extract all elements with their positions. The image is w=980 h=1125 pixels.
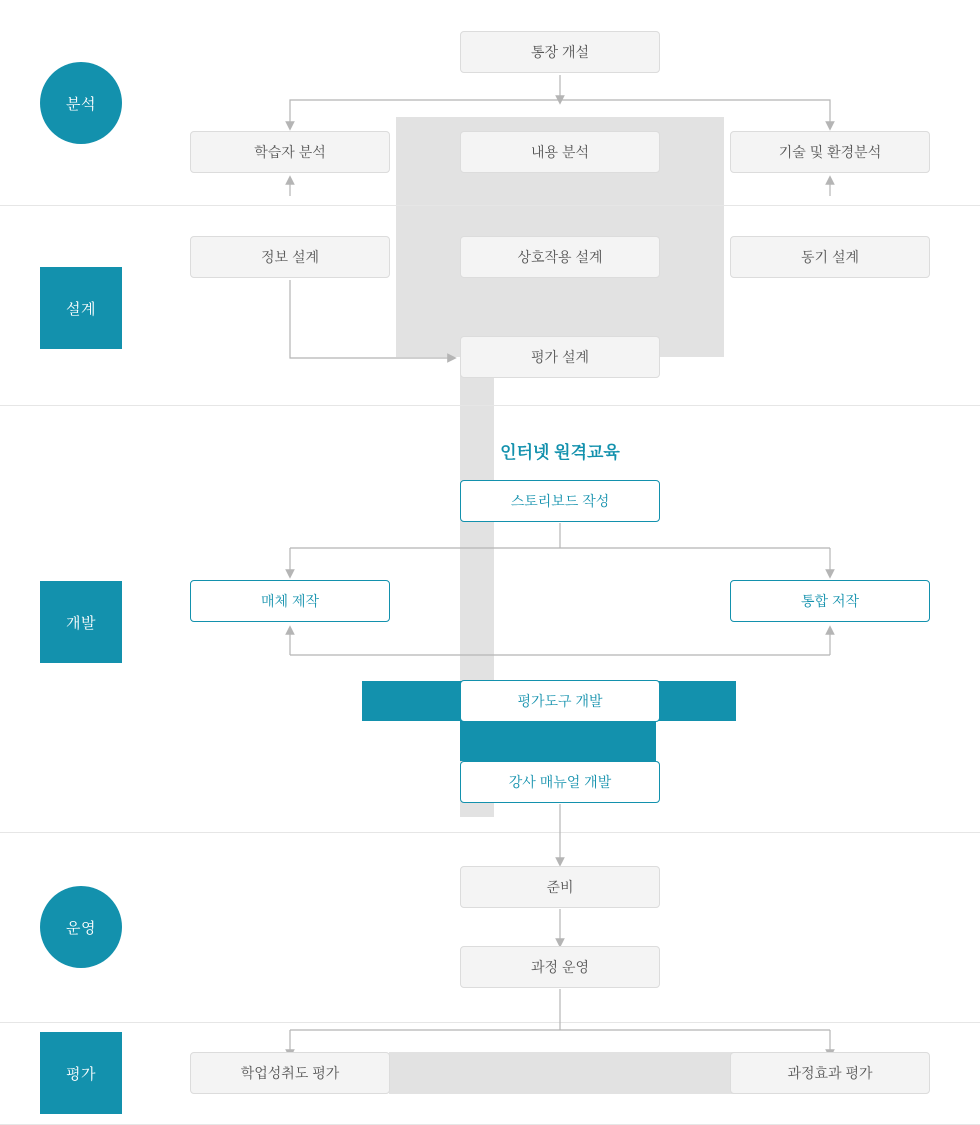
node-media-production[interactable] bbox=[190, 580, 390, 622]
node-preparation[interactable] bbox=[460, 866, 660, 908]
node-course-operation[interactable] bbox=[460, 946, 660, 988]
node-instructor-manual-dev[interactable] bbox=[460, 761, 660, 803]
node-content-analysis[interactable] bbox=[460, 131, 660, 173]
node-storyboard[interactable] bbox=[460, 480, 660, 522]
stage-marker-analysis bbox=[40, 62, 122, 144]
node-motivation-design[interactable] bbox=[730, 236, 930, 278]
node-learner-analysis[interactable] bbox=[190, 131, 390, 173]
band-bottom-bar bbox=[389, 1052, 734, 1094]
node-label: 정보 설계 bbox=[261, 249, 319, 265]
node-course-effect-eval[interactable] bbox=[730, 1052, 930, 1094]
node-label: 기술 및 환경분석 bbox=[778, 144, 882, 160]
node-open-account[interactable] bbox=[460, 31, 660, 73]
node-label: 학습자 분석 bbox=[254, 144, 326, 160]
row-divider-2 bbox=[0, 405, 980, 406]
section-title-label: 인터넷 원격교육 bbox=[500, 442, 620, 462]
node-label: 상호작용 설계 bbox=[517, 249, 603, 265]
node-interaction-design[interactable] bbox=[460, 236, 660, 278]
stage-marker-design bbox=[40, 267, 122, 349]
node-label: 통합 저작 bbox=[801, 593, 859, 609]
node-tech-env-analysis[interactable] bbox=[730, 131, 930, 173]
row-divider-4 bbox=[0, 1022, 980, 1023]
node-integrated-authoring[interactable] bbox=[730, 580, 930, 622]
node-label: 평가 설계 bbox=[531, 349, 589, 365]
node-label: 과정효과 평가 bbox=[787, 1065, 873, 1081]
node-label: 내용 분석 bbox=[531, 144, 589, 160]
node-label: 강사 매뉴얼 개발 bbox=[508, 774, 612, 790]
node-label: 스토리보드 작성 bbox=[510, 493, 610, 509]
node-label: 학업성취도 평가 bbox=[240, 1065, 340, 1081]
stage-label: 평가 bbox=[66, 1065, 96, 1083]
node-info-design[interactable] bbox=[190, 236, 390, 278]
node-label: 통장 개설 bbox=[531, 44, 589, 60]
stage-marker-evaluation bbox=[40, 1032, 122, 1114]
stage-label: 분석 bbox=[66, 95, 96, 113]
node-eval-tool-dev[interactable] bbox=[460, 680, 660, 722]
stage-label: 운영 bbox=[66, 919, 96, 937]
row-divider-1 bbox=[0, 205, 980, 206]
node-achievement-eval[interactable] bbox=[190, 1052, 390, 1094]
section-title-internet-distance-education bbox=[460, 437, 660, 463]
stage-label: 설계 bbox=[66, 300, 96, 318]
node-evaluation-design[interactable] bbox=[460, 336, 660, 378]
stage-label: 개발 bbox=[66, 614, 96, 632]
row-divider-3 bbox=[0, 832, 980, 833]
teal-band-eval-tool-lower bbox=[460, 721, 656, 761]
node-label: 동기 설계 bbox=[801, 249, 859, 265]
stage-marker-development bbox=[40, 581, 122, 663]
node-label: 준비 bbox=[546, 879, 574, 895]
node-label: 과정 운영 bbox=[531, 959, 589, 975]
node-label: 평가도구 개발 bbox=[517, 693, 603, 709]
node-label: 매체 제작 bbox=[261, 593, 319, 609]
stage-marker-operation bbox=[40, 886, 122, 968]
